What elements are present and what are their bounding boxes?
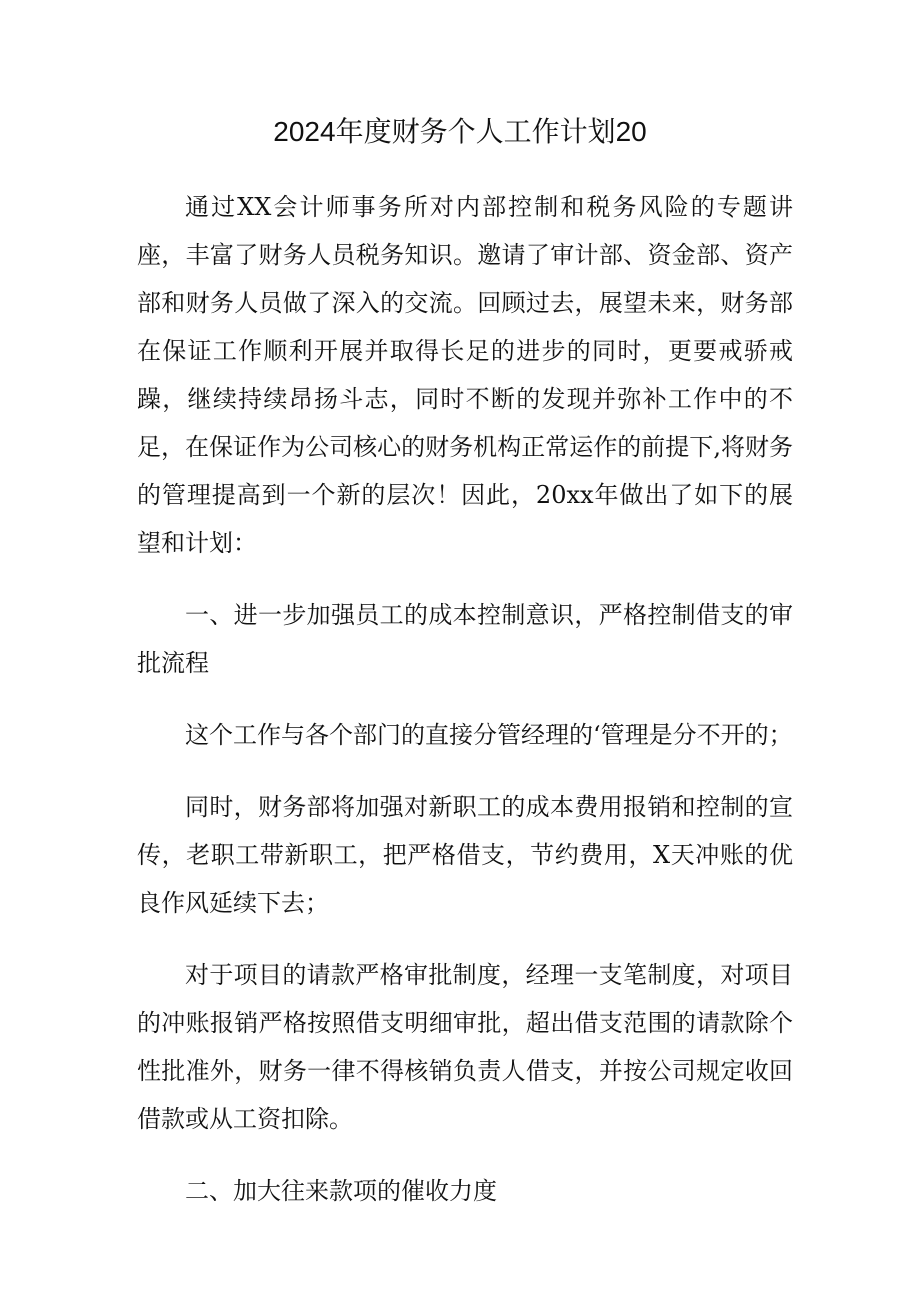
paragraph-spacer xyxy=(137,759,793,783)
paragraph-spacer xyxy=(137,687,793,711)
section-heading-2: 二、加大往来款项的催收力度 xyxy=(185,1177,497,1205)
paragraph-approval: 对于项目的请款严格审批制度，经理一支笔制度，对项目的冲账报销严格按照借支明细审批，超出借支范围的请款除个性批准外，财务一律不得核销负责人借支，并按公司规定收回借款或从工资扣除。 xyxy=(137,961,793,1133)
paragraph-spacer xyxy=(137,1143,793,1167)
document-body xyxy=(137,183,793,1215)
paragraph-publicity: 同时，财务部将加强对新职工的成本费用报销和控制的宣传，老职工带新职工，把严格借支，节约费用，X天冲账的优良作风延续下去； xyxy=(137,793,793,917)
paragraph-intro: 通过XX会计师事务所对内部控制和税务风险的专题讲座，丰富了财务人员税务知识。邀请了审计部、资金部、资产部和财务人员做了深入的交流。回顾过去，展望未来，财务部在保证工作顺利开展并取得长足的进步的同时，更要戒骄戒躁，继续持续昂扬斗志，同时不断的发现并弥补工作中的不足，在保证作为公司核心的财务机构正常运作的前提下,将财务的管理提高到一个新的层次！因此，20xx年做出了如下的展望和计划： xyxy=(137,193,793,557)
paragraph-spacer xyxy=(137,927,793,951)
section-heading-1: 一、进一步加强员工的成本控制意识，严格控制借支的审批流程 xyxy=(137,601,793,677)
paragraph-management: 这个工作与各个部门的直接分管经理的‘管理是分不开的； xyxy=(185,721,793,749)
document-title: 2024年度财务个人工作计划20 xyxy=(273,116,647,147)
paragraph-spacer xyxy=(137,567,793,591)
